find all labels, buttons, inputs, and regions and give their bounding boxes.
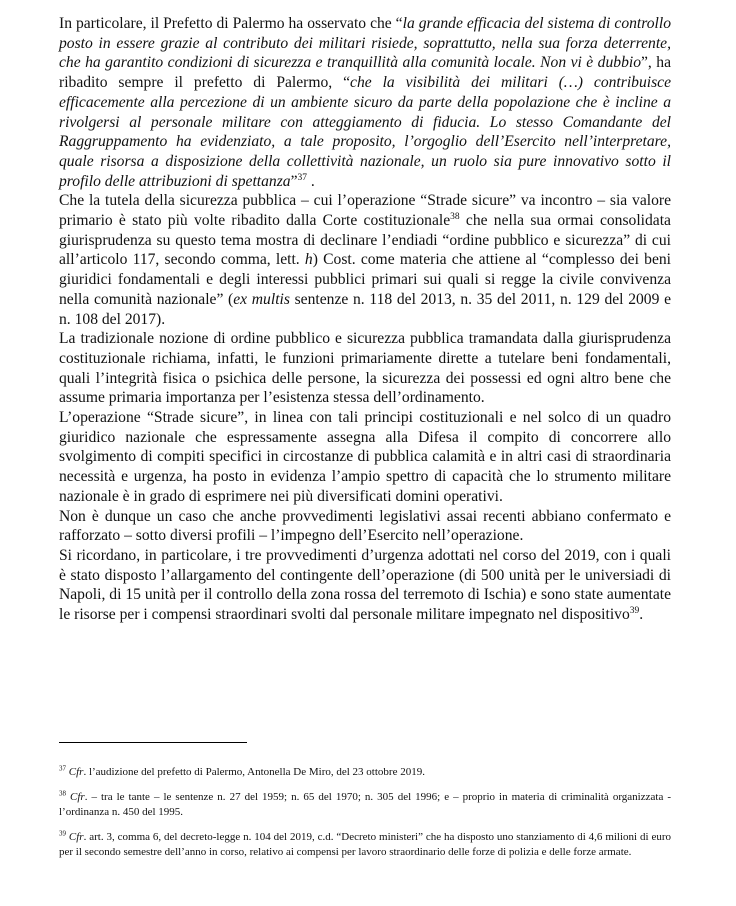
text-segment: ex multis <box>233 290 290 308</box>
text-segment: L’operazione “Strade sicure”, in linea con tali principi costituzionali e nel solco di un quadro giuridico nazionale che espressamente assegna alla Difesa il compito di concorrere allo svolgimento di compiti specifici in circostanze di pubblica calamità e in altri casi di straordinaria necessità e urgenza, ha posto in evidenza l’ampio spettro di capacità che lo strumento militare nazionale è in grado di esprimere nei più diversificati domini operativi. <box>59 409 671 505</box>
footnote-number: 37 <box>59 764 66 773</box>
footnote-number: 38 <box>59 789 66 798</box>
text-segment: che nella sua ormai consolidata giurisprudenza su questo tema mostra di declinare l’endiadi “ordine pubblico e sicurezza” di cui all’articolo 117, secondo comma, lett. <box>59 212 671 269</box>
footnotes <box>59 765 671 870</box>
footnote-ref: 38 <box>450 211 460 222</box>
footnote-37 <box>59 765 671 780</box>
text-segment: . <box>307 172 315 190</box>
text-segment: h <box>304 251 313 269</box>
footnote-39 <box>59 830 671 860</box>
text-segment: Si ricordano, in particolare, i tre provvedimenti d’urgenza adottati nel corso del 2019, con i quali è stato disposto l’allargamento del contingente dell’operazione (di 500 unità per le universiadi di Napoli, di 15 unità per il controllo della zona rossa del terremoto di Ischia) e sono state aumentate le risorse per i compensi straordinari svolti dal personale militare impegnato nel dispositivo <box>59 546 671 624</box>
text-segment: . – tra le tante – le sentenze n. 27 del 1959; n. 65 del 1970; n. 305 del 1996; e – proprio in materia di criminalità organizzata - l’ordinanza n. 450 del 1995. <box>59 791 671 818</box>
text-segment: Cfr <box>70 791 85 803</box>
footnote-number: 39 <box>59 829 66 838</box>
text-segment: Che la tutela della sicurezza pubblica – cui l’operazione “Strade sicure” va incontro – sia valore primario è stato più volte ribadito dalla Corte costituzionale <box>59 192 671 230</box>
text-segment: . art. 3, comma 6, del decreto-legge n. 104 del 2019, c.d. “Decreto ministeri” che ha disposto uno stanziamento di 4,6 milioni di euro per il secondo semestre dell’anno in corso, relativo ai compensi per lavoro straordinario delle forze di polizia e delle forze armate. <box>59 831 671 858</box>
text-segment: ) Cost. come materia che attiene al “complesso dei beni giuridici fondamentali e degli interessi pubblici primari sui quali si regge la civile convivenza nella comunità nazionale” ( <box>59 251 671 308</box>
paragraph-p6 <box>59 546 671 625</box>
text-segment: Cfr <box>68 766 84 778</box>
text-segment: ”, ha ribadito sempre il prefetto di Palermo, “ <box>59 54 671 92</box>
footnote-separator <box>59 742 247 743</box>
footnote-38 <box>59 790 671 820</box>
paragraph-p5 <box>59 507 671 546</box>
footnote-ref: 39 <box>629 605 640 616</box>
text-segment: che la visibilità dei militari (…) contribuisce efficacemente alla percezione di un ambiente sicuro da parte della popolazione che è incline a rivolgersi al personale militare con atteggiamento di fiducia. Lo stesso Comandante del Raggruppamento ha evidenziato, a tale proposito, l’orgoglio dell’Esercito nell’interpretare, quale risorsa a disposizione della collettività nazionale, un ruolo sia pure innovativo sotto il profilo delle attribuzioni di spettanza <box>59 74 671 190</box>
text-segment: . <box>639 606 644 624</box>
text-segment: . l’audizione del prefetto di Palermo, Antonella De Miro, del 23 ottobre 2019. <box>83 766 425 778</box>
text-segment: La tradizionale nozione di ordine pubblico e sicurezza pubblica tramandata dalla giurisprudenza costituzionale richiama, infatti, le funzioni primariamente dirette a tutelare beni fondamentali, quali l’integrità fisica o psichica delle persone, la sicurezza dei possessi ed ogni altro bene che assume primaria importanza per l’esistenza stessa dell’ordinamento. <box>59 330 671 407</box>
text-segment: la grande efficacia del sistema di controllo posto in essere grazie al contributo dei militari risiede, soprattutto, nella sua forza deterrente, che ha garantito condizioni di sicurezza e tranquillità alla comunità locale. Non vi è dubbio <box>59 15 671 72</box>
footnote-ref: 37 <box>297 172 308 183</box>
text-segment: sentenze n. 118 del 2013, n. 35 del 2011, n. 129 del 2009 e n. 108 del 2017). <box>59 290 671 328</box>
text-segment: In particolare, il Prefetto di Palermo ha osservato che “ <box>59 15 403 32</box>
paragraph-p1 <box>59 14 671 191</box>
paragraph-p2 <box>59 191 671 329</box>
text-segment: Non è dunque un caso che anche provvedimenti legislativi assai recenti abbiano confermato e rafforzato – sotto diversi profili – l’impegno dell’Esercito nell’operazione. <box>59 507 671 545</box>
body-text <box>59 14 671 625</box>
text-segment: Cfr <box>68 831 84 843</box>
paragraph-p3 <box>59 329 671 408</box>
paragraph-p4 <box>59 408 671 507</box>
text-segment: ” <box>290 172 298 190</box>
